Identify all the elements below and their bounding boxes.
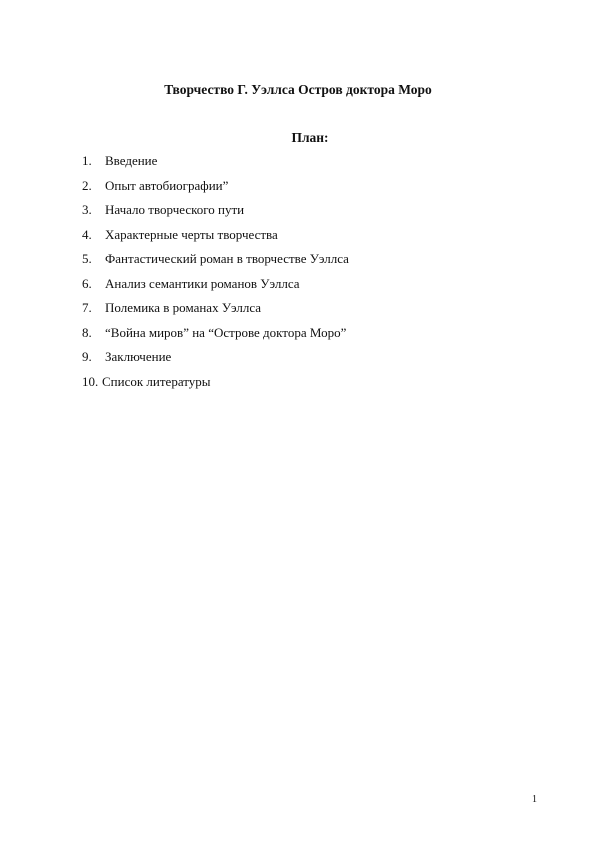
plan-item-5 (82, 250, 349, 275)
plan-item-number: 8. (82, 324, 92, 340)
plan-item-number: 7. (82, 300, 92, 315)
plan-item-number: 2. (82, 177, 92, 193)
plan-item-10 (82, 373, 349, 398)
plan-item-number: 5. (82, 251, 92, 266)
plan-item-text: Список литературы (102, 373, 211, 389)
plan-heading: План: (291, 130, 329, 145)
plan-item-text: Полемика в романах Уэллса (105, 300, 262, 315)
plan-item-text: Фантастический роман в творчестве Уэллса (105, 251, 349, 266)
plan-item-2 (82, 177, 349, 202)
plan-item-8 (82, 324, 349, 349)
plan-item-6 (82, 275, 349, 300)
plan-item-number: 6. (82, 275, 92, 291)
plan-item-number: 4. (82, 226, 92, 242)
plan-item-text: Характерные черты творчества (105, 226, 278, 242)
plan-item-number: 10. (82, 373, 99, 389)
plan-item-text: “Война миров” на “Острове доктора Моро” (105, 324, 347, 340)
plan-item-number: 3. (82, 202, 92, 217)
plan-list (82, 152, 349, 397)
plan-item-text: Заключение (105, 349, 172, 364)
plan-item-1 (82, 152, 349, 177)
plan-item-text: Опыт автобиографии” (105, 177, 229, 193)
plan-item-7 (82, 299, 349, 324)
plan-item-text: Анализ семантики романов Уэллса (105, 275, 300, 291)
plan-item-4 (82, 226, 349, 251)
plan-item-9 (82, 348, 349, 373)
plan-item-number: 1. (82, 153, 92, 168)
plan-item-text: Введение (105, 153, 158, 168)
page-number: 1 (532, 794, 537, 805)
plan-item-number: 9. (82, 349, 92, 364)
document-title: Творчество Г. Уэллса Остров доктора Моро (164, 82, 432, 97)
plan-item-text: Начало творческого пути (105, 202, 245, 217)
plan-item-3 (82, 201, 349, 226)
